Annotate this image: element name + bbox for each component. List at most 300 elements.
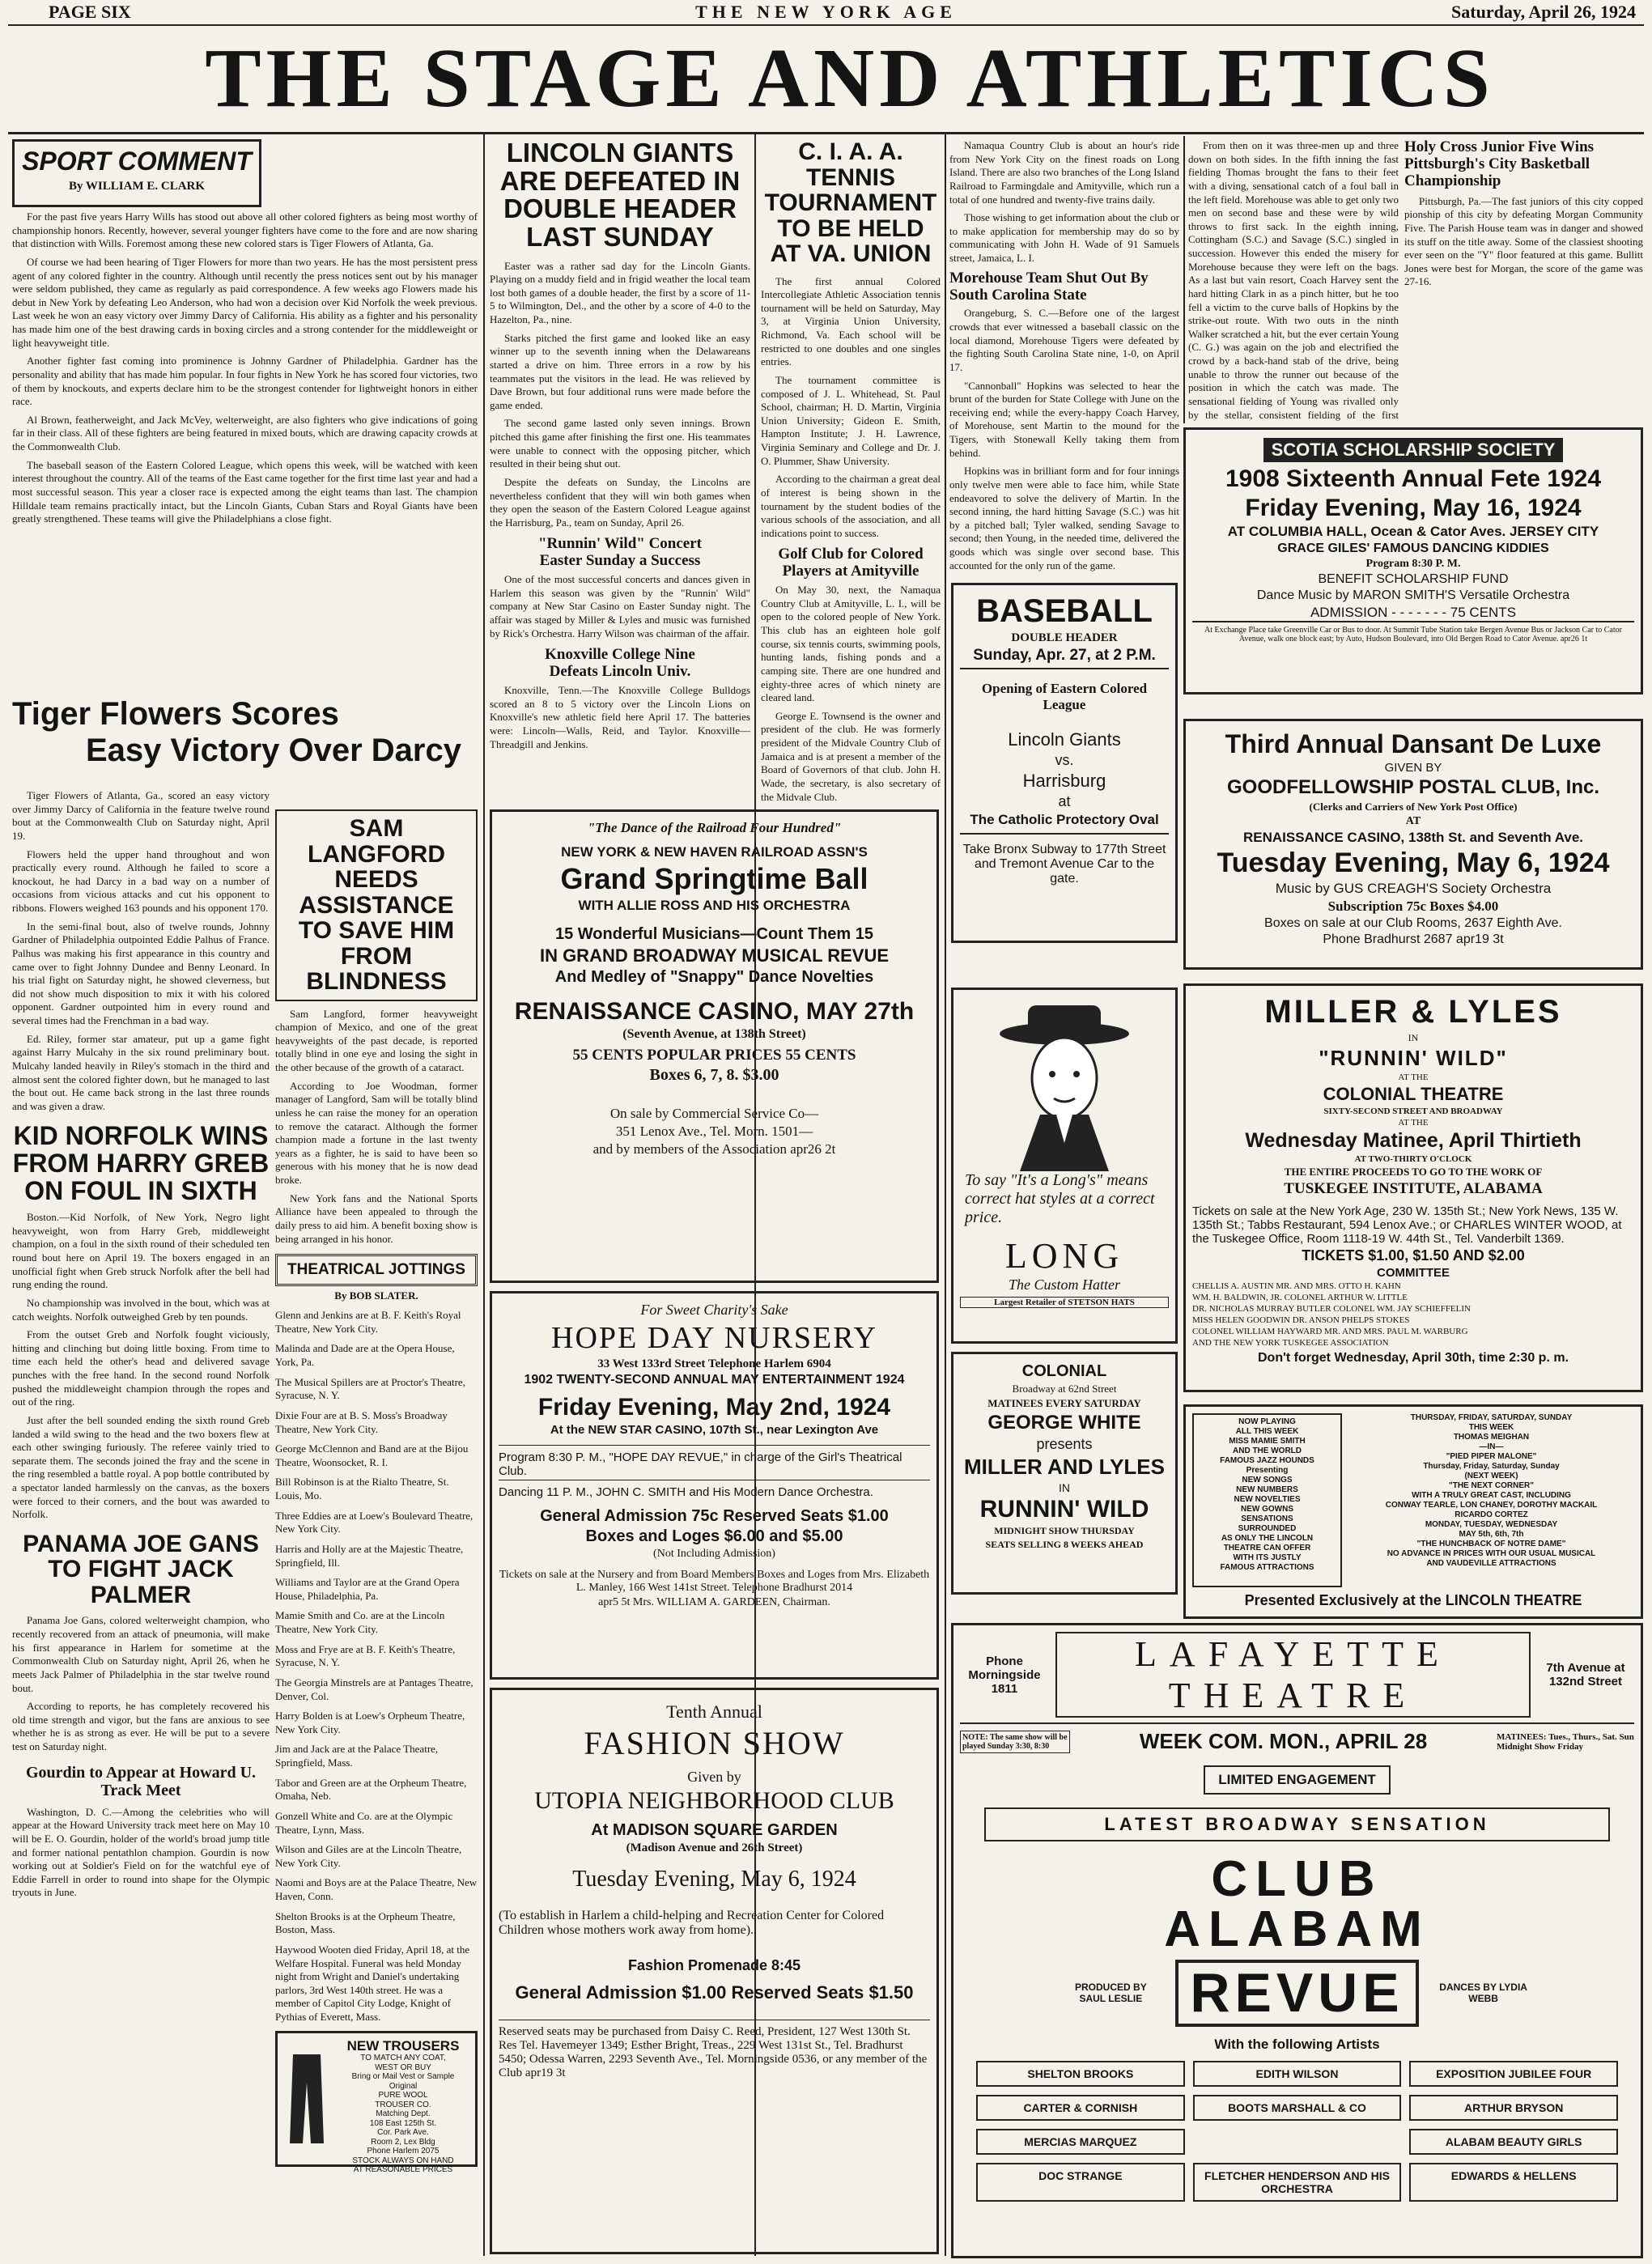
ad-line: NEW NUMBERS xyxy=(1236,1485,1298,1494)
ad-line: Wednesday Matinee, April Thirtieth xyxy=(1245,1129,1582,1152)
masthead-rule xyxy=(8,132,1644,134)
ad-line: Tickets on sale at the New York Age, 230 W. 135th St.; New York News, 135 W. 135th St.; Tabbs Restaurant, 594 Lenox Ave.; or CHARLES WINTER WOOD, at the Tuskegee Office, Room 1118-19 W. 44th St., Tel. Vanderbilt 1369. xyxy=(1192,1204,1622,1246)
ad-line: ALL THIS WEEK xyxy=(1235,1427,1299,1436)
ad-line: "The Dance of the Railroad Four Hundred" xyxy=(587,820,842,835)
committee-line: COLONEL WILLIAM HAYWARD MR. AND MRS. PAUL M. WARBURG xyxy=(1192,1327,1468,1336)
ad-line: Boxes and Loges $6.00 and $5.00 xyxy=(585,1527,843,1545)
headline-line: Players at Amityville xyxy=(782,563,919,580)
committee-line: DR. NICHOLAS MURRAY BUTLER COLONEL WM. JAY SCHIEFFELIN xyxy=(1192,1304,1471,1314)
longs-hat-ad xyxy=(951,988,1178,1344)
ad-line: 55 CENTS POPULAR PRICES 55 CENTS xyxy=(572,1047,856,1064)
lafayette-with: With the following Artists xyxy=(1214,2036,1380,2052)
jotting-item: Moss and Frye are at B. F. Keith's Theatre, Syracuse, N. Y. xyxy=(275,1642,456,1669)
ad-line: Largest Retailer of STETSON HATS xyxy=(960,1297,1169,1308)
paragraph: Pittsburgh, Pa.—The fast juniors of this city copped pionship of this city by defeating Morgan Community Five. The Parish House team was in danger and showed its stuff on the title away. Some of the classiest shooting ever seen on the "Y" floor featured at this game. Bullitt Jones were best for Morgan, the score of the game was 27-16. xyxy=(1404,194,1643,288)
lafayette-matinees: MATINEES: Tues., Thurs., Sat. Sun Midnight Show Friday xyxy=(1497,1731,1634,1752)
jotting-item: The Georgia Minstrels are at Pantages Theatre, Denver, Col. xyxy=(275,1676,474,1702)
panama-joe-headline: PANAMA JOE GANS TO FIGHT JACK PALMER xyxy=(23,1530,259,1608)
ad-line: SEATS SELLING 8 WEEKS AHEAD xyxy=(985,1539,1144,1550)
ad-line: presents xyxy=(1036,1436,1093,1452)
ad-line: The Catholic Protectory Oval xyxy=(960,812,1169,835)
ad-line: To say "It's a Long's" means correct hat styles at a correct price. xyxy=(965,1171,1155,1226)
committee-line: MISS HELEN GOODWIN DR. ANSON PHELPS STOKES xyxy=(1192,1315,1410,1325)
column-two-articles xyxy=(490,139,750,803)
holy-cross-headline: Holy Cross Junior Five Wins Pittsburgh's City Basketball Championship xyxy=(1404,139,1595,189)
committee-line: CHELLIS A. AUSTIN MR. AND MRS. OTTO H. KAHN xyxy=(1192,1281,1401,1291)
artist-box: DOC STRANGE xyxy=(976,2163,1185,2202)
lincoln-now-playing xyxy=(1192,1413,1342,1587)
ad-line: Given by xyxy=(687,1769,741,1785)
ad-line: COLONIAL THEATRE xyxy=(1323,1084,1504,1104)
ad-line: NOW PLAYING xyxy=(1238,1417,1296,1426)
holy-cross-body xyxy=(1404,195,1643,289)
jotting-item: Bill Robinson is at the Rialto Theatre, St. Louis, Mo. xyxy=(275,1476,449,1502)
ad-line: NEW SONGS xyxy=(1242,1476,1293,1485)
headline-line: Golf Club for Colored xyxy=(778,546,924,563)
ad-line: Room 2, Lex Bldg xyxy=(371,2137,435,2147)
headline-line: Easter Sunday a Success xyxy=(539,552,701,570)
hatted-man-illustration xyxy=(960,1001,1169,1171)
gourdin-headline: Gourdin to Appear at Howard U. Track Meet xyxy=(25,1763,257,1799)
ad-line: (NEXT WEEK) xyxy=(1464,1472,1518,1480)
ad-line: LONG xyxy=(1004,1236,1124,1276)
lincoln-giants-headline: LINCOLN GIANTS ARE DEFEATED IN DOUBLE HEADER LAST SUNDAY xyxy=(499,139,741,252)
paragraph: "Cannonball" Hopkins was selected to hear the brunt of the burden for State College with June on the receiving end; while the every-happy Coach Harvey, of Morehouse, sent Martin to the mound for the Tigers, with Stonewall Kelly taking them from behind. xyxy=(949,379,1179,459)
paragraph: Orangeburg, S. C.—Before one of the largest crowds that ever witnessed a baseball classic on the local diamond, Morehouse Tigers were defeated by the fighting South Carolina State nine, 1-0, on April 17. xyxy=(949,307,1179,373)
ad-line: FAMOUS JAZZ HOUNDS xyxy=(1220,1456,1314,1465)
headline-line: Defeats Lincoln Univ. xyxy=(549,663,691,681)
jotting-item: Wilson and Giles are at the Lincoln Theatre, New York City. xyxy=(275,1843,462,1869)
scotia-ad xyxy=(1183,427,1643,694)
morehouse-continued xyxy=(1188,139,1399,423)
artist-box xyxy=(1193,2129,1402,2155)
ad-line: Don't forget Wednesday, April 30th, time 2:30 p. m. xyxy=(1257,1351,1569,1365)
miller-lyles-ad xyxy=(1183,983,1643,1392)
paragraph: According to reports, he has completely recovered his old time strength and vigor, but the fans are anxious to see whether he is as strong as ever. He will be put to a severe test on Saturday night. xyxy=(12,1700,270,1753)
ad-line: FASHION SHOW xyxy=(584,1725,845,1761)
artist-box: FLETCHER HENDERSON AND HIS ORCHESTRA xyxy=(1193,2163,1402,2202)
ad-line: Opening of Eastern Colored League xyxy=(981,681,1148,712)
ad-line: Subscription 75c Boxes $4.00 xyxy=(1327,898,1499,914)
morehouse-headline: Morehouse Team Shut Out By South Carolina State xyxy=(949,269,1149,304)
ad-line: Phone Bradhurst 2687 apr19 3t xyxy=(1323,932,1504,946)
ad-line: Matching Dept. xyxy=(376,2109,431,2119)
theatrical-jottings-title: THEATRICAL JOTTINGS xyxy=(275,1254,478,1286)
sport-comment-body xyxy=(12,210,478,526)
ad-line: FAMOUS ATTRACTIONS xyxy=(1220,1563,1314,1572)
golf-club-headline xyxy=(761,546,941,580)
paragraph: On May 30, next, the Namaqua Country Club at Amityville, L. I., will be open to the colored people of New York. This club has an eighteen hole golf course, six tennis courts, swimming pools, hunting lands, fishing ponds and a camping site. There are one hundred and eighty-three acres of which ninety are cleared land. xyxy=(761,584,941,704)
ad-line: THURSDAY, FRIDAY, SATURDAY, SUNDAY xyxy=(1410,1413,1573,1422)
new-trousers-ad xyxy=(275,2031,478,2175)
ad-line: SURROUNDED xyxy=(1238,1524,1297,1533)
paragraph: Of course we had been hearing of Tiger Flowers for more than two years. He has the most persistent press agent of any colored fighter in the country. Although until recently the press notices sent out by his manager were seldom published, they came as regularly as paid correspondence. A few weeks ago Flowers made his debut in New York by defeating Leo Anderson, who had won a decision over Kid Norfolk the week previous. Last week he won an easy victory over Jimmy Darcy of California. His ability as a fighter and his personality has made him one of the best drawing cards in boxing circles and a strong contender for the middleweight or light heavyweight title. xyxy=(12,255,478,349)
ad-line: Program 8:30 P. M. xyxy=(1365,558,1461,570)
ad-line: Dancing 11 P. M., JOHN C. SMITH and His Modern Dance Orchestra. xyxy=(499,1480,930,1499)
lafayette-dances: DANCES BY LYDIA WEBB xyxy=(1439,1982,1527,2005)
tiger-flowers-body xyxy=(12,789,270,1113)
jotting-item: Gonzell White and Co. are at the Olympic Theatre, Lynn, Mass. xyxy=(275,1809,453,1836)
railroad-ball-ad xyxy=(490,809,939,1283)
ad-line: RICARDO CORTEZ xyxy=(1455,1510,1528,1519)
theatrical-jottings-list xyxy=(275,1309,478,2024)
ad-line: MAY 5th, 6th, 7th xyxy=(1459,1530,1524,1539)
jotting-item: Three Eddies are at Loew's Boulevard Theatre, New York City. xyxy=(275,1509,474,1536)
column-four-articles xyxy=(949,139,1179,572)
ad-line: CONWAY TEARLE, LON CHANEY, DOROTHY MACKAIL xyxy=(1385,1501,1598,1510)
runnin-wild-concert-headline xyxy=(490,536,750,570)
paragraph: Another fighter fast coming into prominence is Johnny Gardner of Philadelphia. Gardner has the personality and ability that has made him popular. In four fights in New York he has scored four victories, two of them by knockouts, and experts declare him to be the strongest contender for lightweight honors in either race. xyxy=(12,355,478,408)
kid-norfolk-body xyxy=(12,1211,270,1522)
ad-line: AT xyxy=(1405,815,1421,827)
jotting-item: Naomi and Boys are at the Palace Theatre, New Haven, Conn. xyxy=(275,1876,478,1902)
ad-line: At Exchange Place take Greenville Car or Bus to door. At Summit Tube Station take Bergen Avenue Bus or Jackson Car to Cator Avenue, walk one block east; by Auto, Hudson Boulevard, into Old Bergen Road to Cator Avenue. apr26 1t xyxy=(1204,626,1622,644)
ad-line: RENAISSANCE CASINO, 138th St. and Seventh Ave. xyxy=(1242,830,1584,845)
ad-line: WEST OR BUY xyxy=(375,2062,431,2072)
ad-line: PURE WOOL xyxy=(378,2091,428,2100)
ad-line: TROUSER CO. xyxy=(375,2100,431,2109)
left-second-column xyxy=(275,809,478,2250)
paragraph: Al Brown, featherweight, and Jack McVey, welterweight, are also fighters who give indications of going far in their class. All of these fighters are being featured in mixed bouts, which are drawing capacity crowds at the Commonwealth Club. xyxy=(12,413,478,452)
artist-box: CARTER & CORNISH xyxy=(976,2095,1185,2121)
paper-name: THE NEW YORK AGE xyxy=(695,2,957,22)
ad-line: AS ONLY THE LINCOLN xyxy=(1221,1534,1314,1543)
ad-line: GEORGE WHITE xyxy=(987,1412,1141,1434)
ad-line: "THE HUNCHBACK OF NOTRE DAME" xyxy=(1416,1540,1566,1548)
committee-line: WM. H. BALDWIN, JR. COLONEL ARTHUR W. LITTLE xyxy=(1192,1293,1408,1302)
jotting-item: Harry Bolden is at Loew's Orpheum Theatre, New York City. xyxy=(275,1710,465,1735)
ad-line: "THE NEXT CORNER" xyxy=(1448,1481,1535,1490)
ad-line: Reserved seats may be purchased from Daisy C. Reed, President, 127 West 130th St. Res Tel. Havemeyer 1349; Esther Bright, Treas., 229 West 131st St., Tel. Bradhurst 5450; Odessa Warren, 2293 Seventh Ave., Tel. Morningside 0536, or any member of the Club apr19 3t xyxy=(499,2020,930,2080)
jotting-item: Malinda and Dade are at the Opera House, York, Pa. xyxy=(275,1342,455,1368)
jotting-item: The Musical Spillers are at Proctor's Theatre, Syracuse, N. Y. xyxy=(275,1375,465,1402)
running-head xyxy=(8,2,1644,26)
artist-box: SHELTON BROOKS xyxy=(976,2061,1185,2087)
ad-line: MATINEES EVERY SATURDAY xyxy=(987,1397,1141,1409)
ciaa-body xyxy=(761,275,941,541)
revue-text: REVUE xyxy=(1175,1960,1418,2027)
ad-line: vs. xyxy=(1055,752,1074,768)
ad-line: AT THE xyxy=(1398,1118,1429,1128)
ad-line: Bring or Mail Vest or Sample xyxy=(351,2072,455,2082)
paragraph: The baseball season of the Eastern Colored League, which opens this week, will be watched with keen interest throughout the country. All of the teams of the East came together for the first time last year and had a most successful season. This year a closer race is expected among the eight teams than last. The champion Hilldale team remains practically intact, but the Lincoln Giants, Cuban Stars and Royal Giants have been greatly strengthened. These teams will give the Philadelphians a close fight. xyxy=(12,458,478,525)
ad-line: (Seventh Avenue, at 138th Street) xyxy=(622,1027,806,1041)
sport-comment-article xyxy=(12,139,478,656)
jotting-item: Williams and Taylor are at the Grand Opera House, Philadelphia, Pa. xyxy=(275,1576,460,1602)
knoxville-body xyxy=(490,684,750,751)
paragraph: Flowers held the upper hand throughout and won practically every round. Although he failed to score a knockout, he had Darcy in a bad way on a number of occasions from vicious attacks and cut his opponent to ribbons. Flowers weighed 163 pounds and his opponent 170. xyxy=(12,847,270,914)
paragraph: The second game lasted only seven innings. Brown pitched this game after finishing the first one. His teammates were unable to connect with the opposing pitcher, which resulted in their being shut out. xyxy=(490,417,750,470)
section-masthead: THE STAGE AND ATHLETICS xyxy=(205,36,1495,125)
ad-line: TUSKEGEE INSTITUTE, ALABAMA xyxy=(1284,1180,1543,1197)
colonial-ad xyxy=(951,1352,1178,1595)
paragraph: From the outset Greb and Norfolk fought viciously, hitting and clinching but doing little boxing. From time to time each held the other's head and delivered savage punches with the free hand. In the second round Norfolk pushed the middleweight champion through the ropes and out of the ring. xyxy=(12,1328,270,1408)
ad-line: at xyxy=(1058,793,1071,809)
committee-line: AND THE NEW YORK TUSKEGEE ASSOCIATION xyxy=(1192,1338,1389,1348)
ad-line: NEW YORK & NEW HAVEN RAILROAD ASSN'S xyxy=(561,844,868,860)
paragraph: Namaqua Country Club is about an hour's ride from New York City on the finest roads on Long Island. There are also two branches of the Long Island Railroad to Farmingdale and Amityville, which run a total of one hundred and twenty-five trains daily. xyxy=(949,139,1179,206)
paragraph: According to the chairman a great deal of interest is being shown in the tournament by the student bodies of the various schools of the association, and all indications point to success. xyxy=(761,473,941,539)
panama-joe-body xyxy=(12,1614,270,1753)
lafayette-week: WEEK COM. MON., APRIL 28 xyxy=(1139,1729,1428,1753)
tiger-headline-line-1: Tiger Flowers Scores xyxy=(12,696,339,732)
ad-line: TICKETS $1.00, $1.50 AND $2.00 xyxy=(1302,1247,1525,1264)
ad-line: "PIED PIPER MALONE" xyxy=(1446,1452,1537,1461)
paragraph: Despite the defeats on Sunday, the Lincolns are nevertheless confident that they will win both games when they open the season of the Eastern Colored League against the Harrisburg, Pa., team on Sunday, April 26. xyxy=(490,475,750,529)
lafayette-note: NOTE: The same show will be played Sunday 3:30, 8:30 xyxy=(960,1731,1070,1753)
ad-line: Tuesday Evening, May 6, 1924 xyxy=(572,1867,856,1892)
ad-line: ADMISSION - - - - - - - 75 CENTS xyxy=(1192,605,1634,622)
ad-line: —IN— xyxy=(1479,1442,1504,1451)
ad-line: AT TWO-THIRTY O'CLOCK xyxy=(1354,1154,1472,1164)
ad-line: NEW GOWNS xyxy=(1241,1505,1293,1514)
artist-box: BOOTS MARSHALL & CO xyxy=(1193,2095,1402,2121)
ad-line: 1908 Sixteenth Annual Fete 1924 xyxy=(1225,465,1602,492)
hope-day-ad xyxy=(490,1291,939,1680)
ad-line: Harrisburg xyxy=(1022,771,1106,791)
fashion-show-ad xyxy=(490,1688,939,2254)
ad-line: Grand Springtime Ball xyxy=(560,862,868,895)
ad-line: Program 8:30 P. M., "HOPE DAY REVUE," in charge of the Girl's Theatrical Club. xyxy=(499,1445,930,1478)
ad-line: SENSATIONS xyxy=(1241,1514,1293,1523)
morehouse-body xyxy=(949,307,1179,572)
lincoln-theatre-ad xyxy=(1183,1404,1643,1619)
ad-line: IN GRAND BROADWAY MUSICAL REVUE xyxy=(539,945,890,966)
committee-list xyxy=(1192,1281,1634,1348)
theatrical-jottings-byline: By BOB SLATER. xyxy=(334,1289,418,1302)
ad-line: Music by GUS CREAGH'S Society Orchestra xyxy=(1275,881,1552,896)
ad-line: Dance Music by MARON SMITH'S Versatile Orchestra xyxy=(1256,588,1570,602)
jotting-item: Shelton Brooks is at the Orpheum Theatre, Boston, Mass. xyxy=(275,1909,456,1936)
lincoln-theatre-footer: Presented Exclusively at the LINCOLN THEATRE xyxy=(1244,1592,1582,1608)
ad-line: Tuesday Evening, May 6, 1924 xyxy=(1217,847,1610,878)
ad-line: GOODFELLOWSHIP POSTAL CLUB, Inc. xyxy=(1226,776,1600,798)
ad-line: THEATRE CAN OFFER xyxy=(1223,1544,1311,1553)
ad-line: At MADISON SQUARE GARDEN xyxy=(591,1821,838,1839)
ad-line: WITH ALLIE ROSS AND HIS ORCHESTRA xyxy=(578,898,851,913)
ad-line: AT COLUMBIA HALL, Ocean & Cator Aves. JERSEY CITY xyxy=(1227,524,1599,539)
paragraph: The tournament committee is composed of J. L. Whitehead, St. Paul School, chairman; H. D. Martin, Virginia Union University; Gideon E. Smith, Hampton Institute; J. H. Lawrence, Virginia Seminary and College and Dr. J. O. Plummer, Shaw University. xyxy=(761,373,941,467)
jotting-item: George McClennon and Band are at the Bijou Theatre, Woonsocket, R. I. xyxy=(275,1442,469,1468)
issue-date: Saturday, April 26, 1924 xyxy=(1451,2,1636,22)
golf-club-continued xyxy=(949,139,1179,265)
ad-line: 15 Wonderful Musicians—Count Them 15 xyxy=(554,925,874,943)
sport-comment-title-box xyxy=(12,139,261,207)
langford-body xyxy=(275,1008,478,1247)
lafayette-producer: PRODUCED BY SAUL LESLIE xyxy=(1075,1982,1147,2005)
ad-line: UTOPIA NEIGHBORHOOD CLUB xyxy=(534,1787,894,1814)
tiger-flowers-headline xyxy=(12,696,478,785)
paragraph: Tiger Flowers of Atlanta, Ga., scored an easy victory over Jimmy Darcy of California in the feature twelve round bout at the Commonwealth Club on Saturday night, April 19. xyxy=(12,789,270,842)
paragraph: According to Joe Woodman, former manager of Langford, Sam will be totally blind unless he can raise the money for an operation to remove the cataract. Although the former champion made a fortune in the last twenty years as a fighter, he is said to have been so generous with his money that he is now dead broke. xyxy=(275,1079,478,1186)
paragraph: For the past five years Harry Wills has stood out above all other colored fighters as being most worthy of championship honors. Recently, however, several younger fighters have come to the fore and are now sharing that distinction with Wills. Foremost among these new colored stars is Tiger Flowers of Atlanta, Ga. xyxy=(12,210,478,250)
lafayette-ad xyxy=(951,1623,1643,2258)
ad-line: MILLER & LYLES xyxy=(1264,994,1562,1030)
ad-line: Take Bronx Subway to 177th Street and Tremont Avenue Car to the gate. xyxy=(962,843,1166,886)
sport-comment-title: SPORT COMMENT xyxy=(22,147,252,176)
ad-line: THOMAS MEIGHAN xyxy=(1453,1433,1530,1442)
dansant-ad xyxy=(1183,719,1643,970)
ad-line: Tickets on sale at the Nursery and from Board Members Boxes and Loges from Mrs. Elizabeth L. Manley, 166 West 141st Street. Telephone Bradhurst 2014 xyxy=(499,1569,930,1594)
ad-line: Boxes on sale at our Club Rooms, 2637 Eighth Ave. xyxy=(1264,916,1562,930)
artist-box: EDITH WILSON xyxy=(1193,2061,1402,2087)
ad-line: THE ENTIRE PROCEEDS TO GO TO THE WORK OF xyxy=(1284,1166,1543,1178)
lafayette-theatre-name: LAFAYETTE THEATRE xyxy=(1055,1632,1531,1718)
column-six-articles xyxy=(1404,139,1643,423)
ad-line: DOUBLE HEADER xyxy=(1011,631,1118,644)
kid-norfolk-headline: KID NORFOLK WINS FROM HARRY GREB ON FOUL IN SIXTH xyxy=(12,1121,270,1205)
ad-line: AND VAUDEVILLE ATTRACTIONS xyxy=(1426,1559,1556,1568)
lafayette-engagement: LIMITED ENGAGEMENT xyxy=(1204,1765,1391,1795)
jotting-item: Tabor and Green are at the Orpheum Theatre, Omaha, Neb. xyxy=(275,1776,467,1803)
ad-line: MISS MAMIE SMITH xyxy=(1229,1437,1306,1446)
knoxville-headline xyxy=(490,647,750,681)
ad-line: "RUNNIN' WILD" xyxy=(1319,1046,1508,1070)
ad-line: NEW NOVELTIES xyxy=(1234,1495,1301,1504)
ad-line: Cor. Park Ave. xyxy=(377,2128,429,2138)
ad-line: TO MATCH ANY COAT, xyxy=(360,2054,446,2063)
ad-line: General Admission 75c Reserved Seats $1.00 xyxy=(540,1507,889,1525)
trousers-icon xyxy=(282,2038,331,2160)
ad-line: 351 Lenox Ave., Tel. Morn. 1501— xyxy=(615,1124,813,1139)
ad-line: On sale by Commercial Service Co— xyxy=(609,1106,819,1121)
ciaa-headline: C. I. A. A. TENNIS TOURNAMENT TO BE HELD AT VA. UNION xyxy=(764,139,937,267)
alabam-text: ALABAM xyxy=(1164,1901,1430,1957)
ad-line: IN xyxy=(1408,1032,1419,1043)
paragraph: New York fans and the National Sports Alliance have been appealed to through the daily press to aid him. A benefit boxing show is being arranged in his honor. xyxy=(275,1191,478,1245)
ad-line: BENEFIT SCHOLARSHIP FUND xyxy=(1318,572,1509,586)
jotting-item: Haywood Wooten died Friday, April 18, at the Welfare Hospital. Funeral was held Monday night from Wright and Daniel's undertaking parlors, 3rd West 140th street. He was a member of Capitol City Lodge, Knight of Pythias of Everett, Mass. xyxy=(275,1943,470,2023)
artist-grid xyxy=(960,2061,1634,2202)
ad-line: 1902 TWENTY-SECOND ANNUAL MAY ENTERTAINMENT 1924 xyxy=(524,1373,905,1387)
trousers-ad-title: NEW TROUSERS xyxy=(346,2037,460,2054)
ad-line: (Not Including Admission) xyxy=(653,1548,775,1560)
artist-box: EDWARDS & HELLENS xyxy=(1409,2163,1618,2202)
paragraph: Boston.—Kid Norfolk, of New York, Negro light heavyweight, won from Harry Greb, middleweight champion, on a foul in the sixth round of their scheduled ten round bout here on April 19. The boxers engaged in an unofficial fight when Greb struck Norfolk after the bell had rung ending the round. xyxy=(12,1211,270,1291)
ad-line: THIS WEEK xyxy=(1468,1423,1514,1432)
ad-line: Boxes 6, 7, 8. $3.00 xyxy=(649,1066,779,1084)
artist-box: EXPOSITION JUBILEE FOUR xyxy=(1409,2061,1618,2087)
ad-line: Thursday, Friday, Saturday, Sunday xyxy=(1423,1462,1560,1471)
ad-line: apr5 5t Mrs. WILLIAM A. GARDEEN, Chairman. xyxy=(598,1596,830,1608)
lafayette-phone: Phone Morningside 1811 xyxy=(968,1654,1041,1696)
artist-box: MERCIAS MARQUEZ xyxy=(976,2129,1185,2155)
ad-line: At the NEW STAR CASINO, 107th St., near Lexington Ave xyxy=(550,1423,879,1437)
paragraph: No championship was involved in the bout, which was at catch weights. Norfolk outweighed Greb by ten pounds. xyxy=(12,1296,270,1323)
langford-headline: SAM LANGFORD NEEDS ASSISTANCE TO SAVE HIM FROM BLINDNESS xyxy=(275,809,478,1001)
ad-line: MIDNIGHT SHOW THURSDAY xyxy=(994,1525,1135,1536)
jotting-item: Jim and Jack are at the Palace Theatre, Springfield, Mass. xyxy=(275,1743,439,1769)
club-text: CLUB xyxy=(1211,1851,1383,1907)
ad-line: RUNNIN' WILD xyxy=(979,1496,1149,1523)
paragraph: Sam Langford, former heavyweight champion of Mexico, and one of the great heavyweights of the past decade, is reported totally blind in one eye and losing the sight in the other because of the growth of a cataract. xyxy=(275,1007,478,1073)
ad-line: Presenting xyxy=(1246,1466,1289,1475)
paragraph: Starks pitched the first game and looked like an easy winner up to the seventh inning when the Delawareans started a drive on him. Three errors in a row by his teammates put the visitors in the lead. He was relieved by Dave Brown, but four additional runs were made before the game ended. xyxy=(490,331,750,411)
jotting-item: Glenn and Jenkins are at B. F. Keith's Royal Theatre, New York City. xyxy=(275,1309,461,1335)
lincoln-feature-list xyxy=(1348,1413,1634,1587)
jotting-item: Dixie Four are at B. S. Moss's Broadway Theatre, New York City. xyxy=(275,1408,448,1435)
runnin-wild-concert-body xyxy=(490,573,750,640)
ad-line: AT REASONABLE PRICES xyxy=(353,2165,453,2175)
artist-box: ALABAM BEAUTY GIRLS xyxy=(1409,2129,1618,2155)
ad-line: Phone Harlem 2075 xyxy=(367,2147,440,2156)
headline-line: Knoxville College Nine xyxy=(545,646,695,664)
ad-line: IN xyxy=(1059,1481,1070,1494)
trousers-ad-text xyxy=(336,2037,470,2175)
ad-line: AT THE xyxy=(1398,1073,1429,1082)
jotting-item: Harris and Holly are at the Majestic Theatre, Springfield, Ill. xyxy=(275,1542,464,1569)
ad-line: Original xyxy=(389,2081,418,2091)
ad-line: (Clerks and Carriers of New York Post Office) xyxy=(1309,801,1518,813)
paragraph: From then on it was three-men up and three down on both sides. In the fifth inning the fast fielding Thomas brought the fans to their feet with a diving, sensational catch of a foul ball in the left field. Morehouse was able to get only two men on second base and these were by wild throws to first sack. In the eighth inning, Cottingham (S.C.) and Savage (S.C.) singled in succession. However this ended the misery for Morehouse because they were left on the bags. As a last but vain resort, Coach Harvey sent the hard hitting Clark in as a pinch hitter, but he too fell a victim to the curve balls of Hopkins by the strike-out route. With two outs in the ninth Walker scratched a hit, but the ever certain Young (C. G.) was again on the job and electrified the crowd by a back-hand stab of the drive, being unable to throw the runner out because of the position in which the catch was made. The sensational fielding of Young was rivalled only by the stellar, consistent fielding of the first xyxy=(1188,139,1399,421)
paragraph: George E. Townsend is the owner and president of the club. He was formerly president of the Midvale Country Club of Jamaica and is at present a member of the Board of Governors of that club. John H. Wade, the secretary, is also secretary of the Midvale Club. xyxy=(761,709,941,803)
ad-line: COLONIAL xyxy=(1021,1362,1107,1380)
ad-line: Fashion Promenade 8:45 xyxy=(627,1957,801,1973)
paragraph: One of the most successful concerts and dances given in Harlem this season was given by the "Runnin' Wild" company at New Star Casino on Easter Sunday night. The affair was staged by Miller & Lyles and music was furnished by Rick's Orchestra. Harry Wilson was chairman of the affair. xyxy=(490,573,750,639)
ad-line: Broadway at 62nd Street xyxy=(1012,1383,1117,1395)
ad-line: SCOTIA SCHOLARSHIP SOCIETY xyxy=(1263,438,1564,462)
paragraph: Those wishing to get information about the club or to make application for membership may do so by communicating with John H. Wade of 91 Samuels street, Jamaica, L. I. xyxy=(949,211,1179,264)
ad-line: Friday Evening, May 16, 1924 xyxy=(1245,495,1582,521)
ad-line: (Madison Avenue and 26th Street) xyxy=(626,1841,803,1854)
ad-line: Third Annual Dansant De Luxe xyxy=(1225,729,1602,758)
ad-line: RENAISSANCE CASINO, MAY 27th xyxy=(514,998,915,1025)
column-three-articles xyxy=(761,139,941,803)
paragraph: Just after the bell sounded ending the sixth round Greb landed a wild swing to the head and the two boxers flew at each other swinging furiously. The referee vainly tried to separate them. The seconds joined the fray and the scene in the ring resembled a battle royal. A pop bottle contributed by a spectator landed harmlessly on the canvas, as the boxers were forced to their corners, and the bout was awarded to Norfolk. xyxy=(12,1413,270,1521)
golf-club-body xyxy=(761,584,941,803)
paragraph: The first annual Colored Intercollegiate Athletic Association tennis tournament will be held on Saturday, May 3, at Virginia Union University, Richmond, Va. Each school will be restricted to one doubles and one singles entries. xyxy=(761,274,941,368)
ad-line: WITH A TRULY GREAT CAST, INCLUDING xyxy=(1412,1491,1571,1500)
page-number: PAGE SIX xyxy=(49,2,131,22)
ad-line: GIVEN BY xyxy=(1384,761,1442,775)
lafayette-sensation: LATEST BROADWAY SENSATION xyxy=(984,1807,1610,1841)
trousers-ad-lines xyxy=(336,2054,470,2175)
ad-line: GRACE GILES' FAMOUS DANCING KIDDIES xyxy=(1277,542,1549,555)
ad-line: and by members of the Association apr26 2t xyxy=(592,1141,836,1157)
ad-line: MILLER AND LYLES xyxy=(964,1455,1165,1479)
column-five-articles xyxy=(1188,139,1399,423)
lincoln-giants-body xyxy=(490,260,750,530)
tiger-headline-line-2: Easy Victory Over Darcy xyxy=(85,733,461,768)
paragraph: In the semi-final bout, also of twelve rounds, Johnny Gardner of Philadelphia outpointed Eddie Palhus of France. Palhus was making his first appearance in this country and came over to fight Johnny Dundee and Benny Leonard. In his trial fight on Saturday night, he showed cleverness, but did not show much disposition to mix it with his colored opponent. Gardner outpointed him in every round and several times had the Frenchman in a bad way. xyxy=(12,920,270,1026)
jotting-item: Mamie Smith and Co. are at the Lincoln Theatre, New York City. xyxy=(275,1609,445,1635)
baseball-ad xyxy=(951,583,1178,943)
paragraph: Knoxville, Tenn.—The Knoxville College Bulldogs scored an 8 to 5 victory over the Lincoln Lions on Knoxville's new athletic field here April 17. The batteries were: Lincoln—Walls, Reid, and Taylor. Knoxville—Threadgill and Jenkins. xyxy=(490,684,750,750)
paragraph: Washington, D. C.—Among the celebrities who will appear at the Howard University track meet here on May 10 will be E. O. Gourdin, holder of the world's broad jump title and former national pentathlon champion. Gourdin is now working out at Soldier's Field on for the watchful eye of Eddie Farrell in order to round into shape for the Olympic tryouts in June. xyxy=(12,1805,270,1899)
paragraph: Easter was a rather sad day for the Lincoln Giants. Playing on a muddy field and in frigid weather the local team lost both games of a double header, the first by a score of 11-5 to Wilmington, Del., and the other by a score of 4-0 to the Hazelton, Pa., nine. xyxy=(490,259,750,326)
ad-line: 33 West 133rd Street Telephone Harlem 6904 xyxy=(597,1357,831,1370)
ad-line: BASEBALL xyxy=(976,593,1153,629)
ad-line: HOPE DAY NURSERY xyxy=(551,1321,877,1355)
ad-line: STOCK ALWAYS ON HAND xyxy=(352,2156,454,2165)
ad-line: Friday Evening, May 2nd, 1924 xyxy=(537,1394,891,1421)
left-narrow-column xyxy=(12,789,270,2254)
paragraph: Hopkins was in brilliant form and for four innings only twelve men were able to face him, while State endeavored to solve the delivery of Martin. In the second inning, the hard hitting Savage (S.C.) was hit by a pitched ball; Tyler walked, sending Savage to second; then Young, in the needed time, delivered the goods which was single over second base. This accounted for the only run of the game. xyxy=(949,465,1179,571)
ad-line: COMMITTEE xyxy=(1377,1266,1450,1280)
ad-line: The Custom Hatter xyxy=(1008,1276,1120,1293)
paragraph: Ed. Riley, former star amateur, put up a game fight against Harry Mulcahy in the six round preliminary bout. Mulcahy landed heavily in Riley's stomach in the third and almost sent the colored fighter down, but he managed to last the bout out. He came back strong in the last three rounds and was given a draw. xyxy=(12,1032,270,1112)
artist-box: ARTHUR BRYSON xyxy=(1409,2095,1618,2121)
ad-line: 108 East 125th St. xyxy=(369,2118,437,2128)
ad-line: NO ADVANCE IN PRICES WITH OUR USUAL MUSICAL xyxy=(1387,1549,1596,1558)
ad-line: WITH ITS JUSTLY xyxy=(1233,1553,1302,1562)
gourdin-body xyxy=(12,1806,270,1900)
ad-line: For Sweet Charity's Sake xyxy=(640,1302,788,1318)
ad-line: (To establish in Harlem a child-helping and Recreation Center for Colored Children whose mothers work away from home). xyxy=(499,1909,885,1937)
ad-line: SIXTY-SECOND STREET AND BROADWAY xyxy=(1323,1107,1503,1116)
ad-line: Sunday, Apr. 27, at 2 P.M. xyxy=(960,647,1169,669)
ad-line: And Medley of "Snappy" Dance Novelties xyxy=(554,968,874,986)
